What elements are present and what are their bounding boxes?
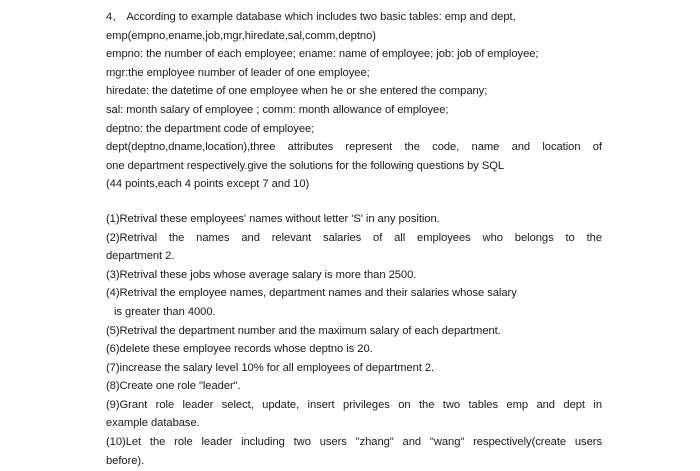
question-heading: 4、 According to example database which includes two basic tables: emp and dept, xyxy=(106,11,516,23)
question-8: (8)Create one role "leader". xyxy=(106,380,241,393)
question-2: (2)Retrival the names and relevant salaries of all employees who belongs to the xyxy=(106,231,602,244)
emp-field-description: empno: the number of each employee; ename: name of employee; job: job of employee; xyxy=(106,48,539,61)
question-4: (4)Retrival the employee names, department names and their salaries whose salary xyxy=(106,287,517,300)
question-10: (10)Let the role leader including two users "zhang" and "wang" respectively(create users xyxy=(106,436,602,449)
mgr-field-description: mgr:the employee number of leader of one employee; xyxy=(106,66,370,79)
points-note: (44 points,each 4 points except 7 and 10) xyxy=(106,178,310,191)
hiredate-field-description: hiredate: the datetime of one employee when he or she entered the company; xyxy=(106,85,488,98)
question-7: (7)increase the salary level 10% for all employees of department 2. xyxy=(106,361,435,374)
question-text xyxy=(106,8,602,470)
question-5: (5)Retrival the department number and the maximum salary of each department. xyxy=(106,324,501,337)
spacer xyxy=(106,194,602,210)
emp-table-schema: emp(empno,ename,job,mgr,hiredate,sal,comm,deptno) xyxy=(106,29,376,42)
sal-comm-field-description: sal: month salary of employee ; comm: month allowance of employee; xyxy=(106,103,449,116)
deptno-field-description: deptno: the department code of employee; xyxy=(106,122,315,135)
question-3: (3)Retrival these jobs whose average salary is more than 2500. xyxy=(106,268,417,281)
question-9-continued: example database. xyxy=(106,417,200,430)
question-1: (1)Retrival these employees' names without letter 'S' in any position. xyxy=(106,212,440,225)
question-4-continued: is greater than 4000. xyxy=(114,305,216,318)
question-6: (6)delete these employee records whose deptno is 20. xyxy=(106,343,373,356)
question-2-continued: department 2. xyxy=(106,250,175,263)
question-9: (9)Grant role leader select, update, insert privileges on the two tables emp and dept in xyxy=(106,398,602,411)
question-10-continued: before). xyxy=(106,454,145,467)
dept-table-schema: dept(deptno,dname,location),three attributes represent the code, name and location of xyxy=(106,141,602,154)
instruction-line: one department respectively.give the solutions for the following questions by SQL xyxy=(106,159,505,172)
